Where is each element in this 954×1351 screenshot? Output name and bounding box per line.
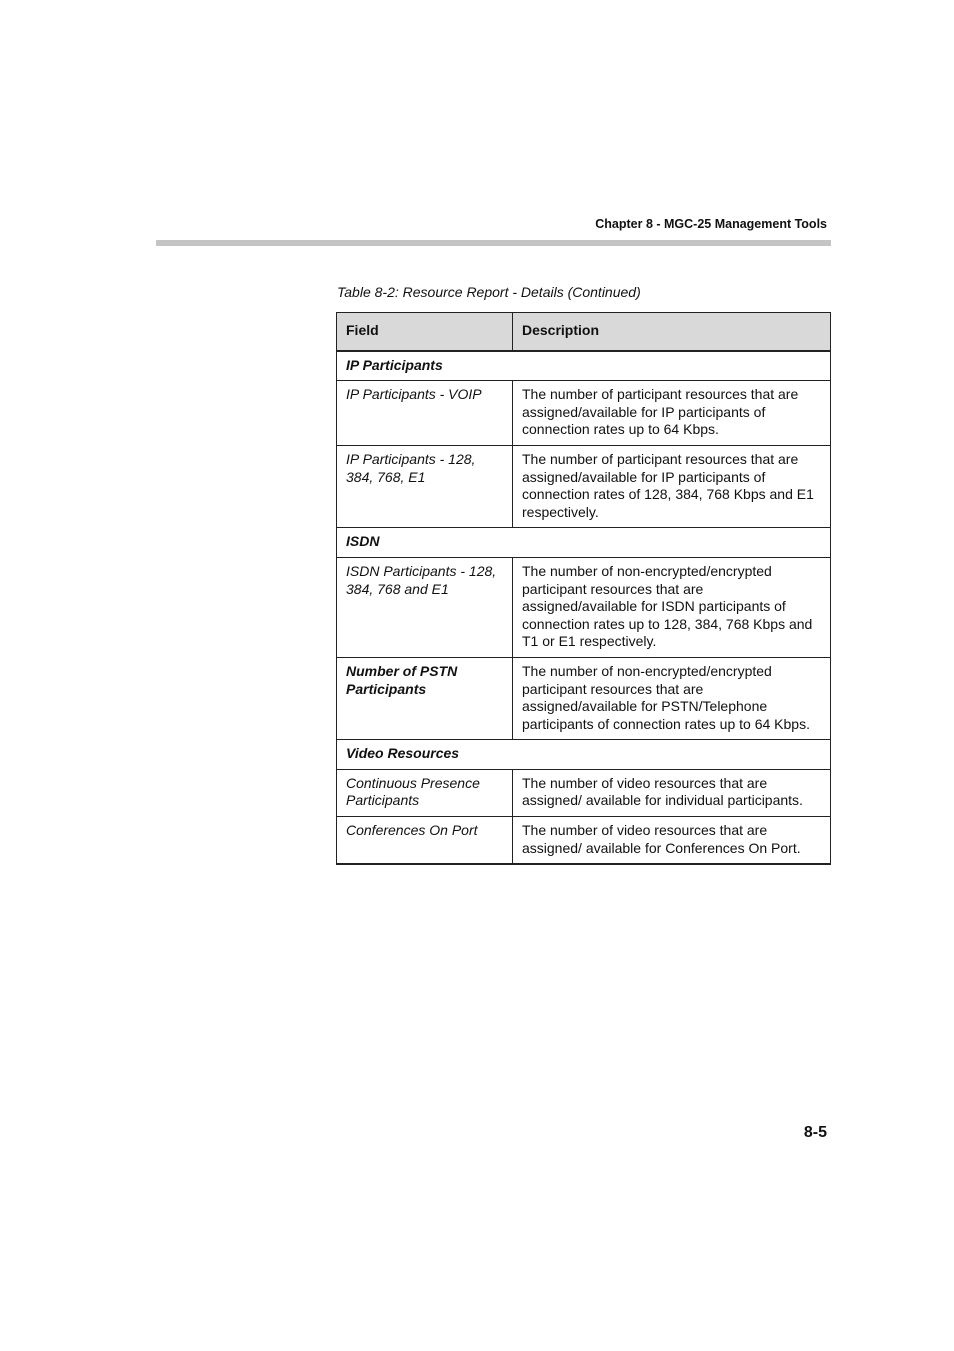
description-cell: The number of video resources that are assigned/ available for individual participants. bbox=[513, 769, 831, 816]
field-cell: IP Participants - VOIP bbox=[337, 381, 513, 446]
table-section-row bbox=[337, 528, 831, 558]
field-cell: Conferences On Port bbox=[337, 817, 513, 865]
section-label: Video Resources bbox=[337, 740, 831, 770]
table-section-row bbox=[337, 351, 831, 381]
table-row bbox=[337, 557, 831, 657]
table-row bbox=[337, 817, 831, 865]
table-row bbox=[337, 657, 831, 739]
table-row bbox=[337, 769, 831, 816]
resource-report-table bbox=[336, 312, 831, 865]
column-header-field: Field bbox=[337, 313, 513, 351]
header-rule bbox=[156, 240, 831, 246]
running-header-title: Chapter 8 - MGC-25 Management Tools bbox=[595, 217, 827, 231]
page-number: 8-5 bbox=[803, 1124, 827, 1141]
field-cell: IP Participants - 128, 384, 768, E1 bbox=[337, 445, 513, 527]
description-cell: The number of video resources that are assigned/ available for Conferences On Port. bbox=[513, 817, 831, 865]
section-label: IP Participants bbox=[337, 351, 831, 381]
description-cell: The number of participant resources that are assigned/available for IP participants of connection rates of 128, 384, 768 Kbps and E1 respectively. bbox=[513, 445, 831, 527]
table-row bbox=[337, 445, 831, 527]
table-caption: Table 8-2: Resource Report - Details (Continued) bbox=[337, 284, 641, 300]
field-cell: Continuous Presence Participants bbox=[337, 769, 513, 816]
description-cell: The number of non-encrypted/encrypted participant resources that are assigned/available for PSTN/Telephone participants of connection rates up to 64 Kbps. bbox=[513, 657, 831, 739]
section-label: ISDN bbox=[337, 528, 831, 558]
field-cell: ISDN Participants - 128, 384, 768 and E1 bbox=[337, 557, 513, 657]
table-section-row bbox=[337, 740, 831, 770]
field-cell: Number of PSTN Participants bbox=[337, 657, 513, 739]
table-header-row bbox=[337, 313, 831, 351]
column-header-description: Description bbox=[513, 313, 831, 351]
description-cell: The number of participant resources that are assigned/available for IP participants of connection rates up to 64 Kbps. bbox=[513, 381, 831, 446]
table-row bbox=[337, 381, 831, 446]
description-cell: The number of non-encrypted/encrypted participant resources that are assigned/available for ISDN participants of connection rates up to 128, 384, 768 Kbps and T1 or E1 respectively. bbox=[513, 557, 831, 657]
